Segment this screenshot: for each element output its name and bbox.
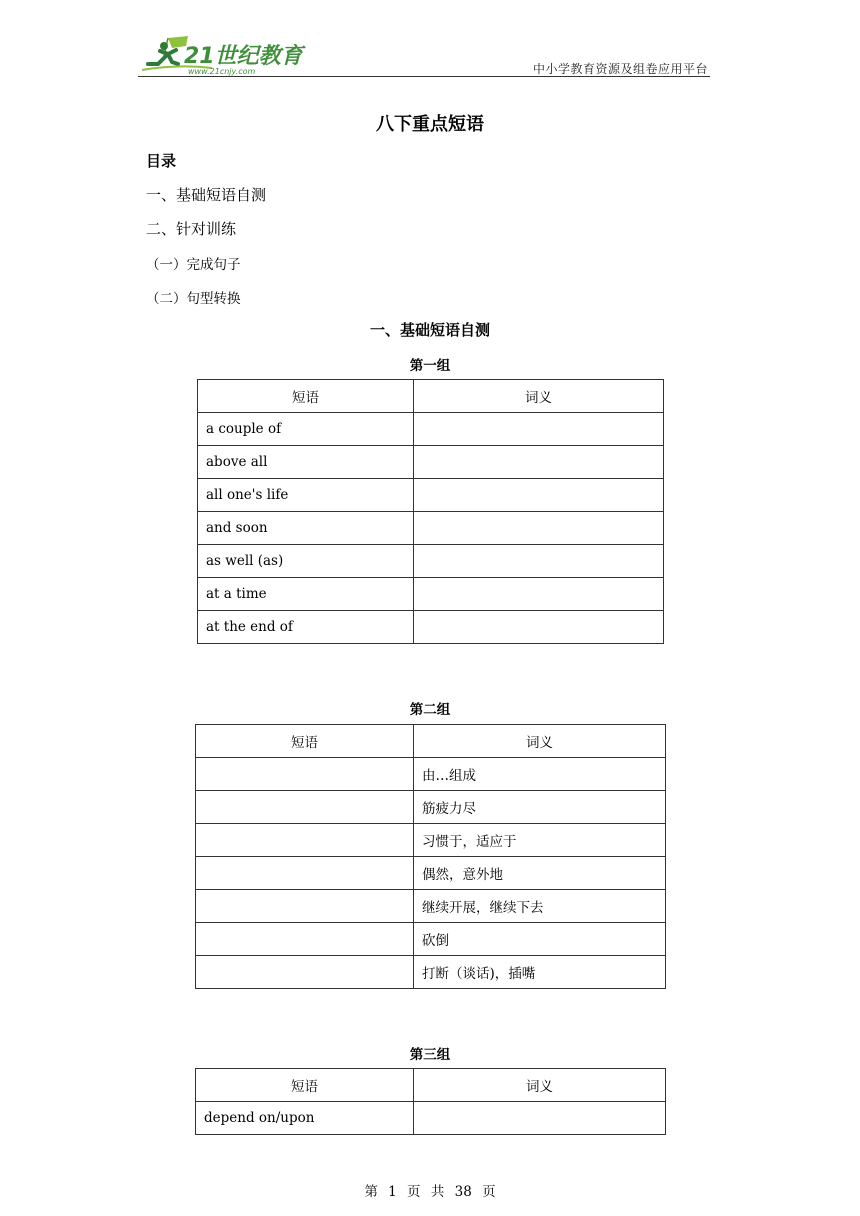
phrase-cell[interactable] [196,824,414,857]
phrase-cell: a couple of [198,413,414,446]
phrase-table-group-2 [195,724,666,989]
toc-item[interactable]: 一、基础短语自测 [146,186,267,204]
meaning-cell: 砍倒 [414,923,666,956]
phrase-cell[interactable] [196,758,414,791]
meaning-cell: 习惯于，适应于 [414,824,666,857]
table-row [198,578,664,611]
column-header-phrase: 短语 [196,1069,414,1102]
phrase-cell[interactable] [196,857,414,890]
table-row [198,446,664,479]
page-footer [0,1180,860,1200]
meaning-cell: 筋疲力尽 [414,791,666,824]
footer-page-label: 第 [364,1184,378,1200]
table-row [196,758,666,791]
footer-total-unit: 页 [482,1184,496,1200]
column-header-meaning: 词义 [414,725,666,758]
table-row [196,923,666,956]
meaning-cell[interactable] [414,512,664,545]
meaning-cell: 继续开展，继续下去 [414,890,666,923]
table-row [196,857,666,890]
toc-subitem[interactable]: （一）完成句子 [146,257,241,273]
footer-page-unit: 页 [407,1184,421,1200]
section-title: 一、基础短语自测 [369,321,490,339]
site-logo[interactable] [138,34,308,76]
meaning-cell[interactable] [414,611,664,644]
meaning-cell: 由…组成 [414,758,666,791]
table-row [198,512,664,545]
table-row [198,545,664,578]
table-row [196,956,666,989]
toc-heading: 目录 [146,152,177,170]
meaning-cell[interactable] [414,1102,666,1135]
meaning-cell[interactable] [414,479,664,512]
phrase-table-group-3 [195,1068,666,1135]
footer-page-number: 1 [388,1184,397,1200]
platform-name: 中小学教育资源及组卷应用平台 [532,62,708,76]
phrase-cell: as well (as) [198,545,414,578]
table-header-row [196,1069,666,1102]
phrase-cell[interactable] [196,956,414,989]
table-row [198,479,664,512]
group-title: 第三组 [409,1047,451,1063]
meaning-cell: 偶然，意外地 [414,857,666,890]
phrase-cell[interactable] [196,923,414,956]
toc-item[interactable]: 二、针对训练 [146,220,237,238]
phrase-cell: and soon [198,512,414,545]
meaning-cell[interactable] [414,413,664,446]
meaning-cell[interactable] [414,578,664,611]
column-header-meaning: 词义 [414,380,664,413]
table-header-row [196,725,666,758]
phrase-cell: all one's life [198,479,414,512]
table-row [196,824,666,857]
svg-text:21世纪教育: 21世纪教育 [184,44,303,69]
meaning-cell[interactable] [414,446,664,479]
table-row [196,1102,666,1135]
phrase-cell: above all [198,446,414,479]
column-header-phrase: 短语 [198,380,414,413]
page-header [138,30,710,78]
phrase-cell[interactable] [196,890,414,923]
phrase-cell: depend on/upon [196,1102,414,1135]
table-header-row [198,380,664,413]
group-title: 第一组 [409,358,451,374]
table-row [198,413,664,446]
document-title: 八下重点短语 [376,114,484,135]
svg-text:www.21cnjy.com: www.21cnjy.com [188,67,256,76]
phrase-cell[interactable] [196,791,414,824]
toc-subitem[interactable]: （二）句型转换 [146,291,241,307]
header-divider [138,76,710,77]
footer-total-pages: 38 [454,1184,472,1200]
group-title: 第二组 [409,702,451,718]
meaning-cell: 打断（谈话)，插嘴 [414,956,666,989]
phrase-cell: at a time [198,578,414,611]
phrase-cell: at the end of [198,611,414,644]
column-header-phrase: 短语 [196,725,414,758]
table-row [198,611,664,644]
column-header-meaning: 词义 [414,1069,666,1102]
meaning-cell[interactable] [414,545,664,578]
runner-logo-icon [138,34,308,76]
footer-total-label: 共 [430,1184,445,1200]
table-row [196,890,666,923]
table-row [196,791,666,824]
phrase-table-group-1 [197,379,664,644]
